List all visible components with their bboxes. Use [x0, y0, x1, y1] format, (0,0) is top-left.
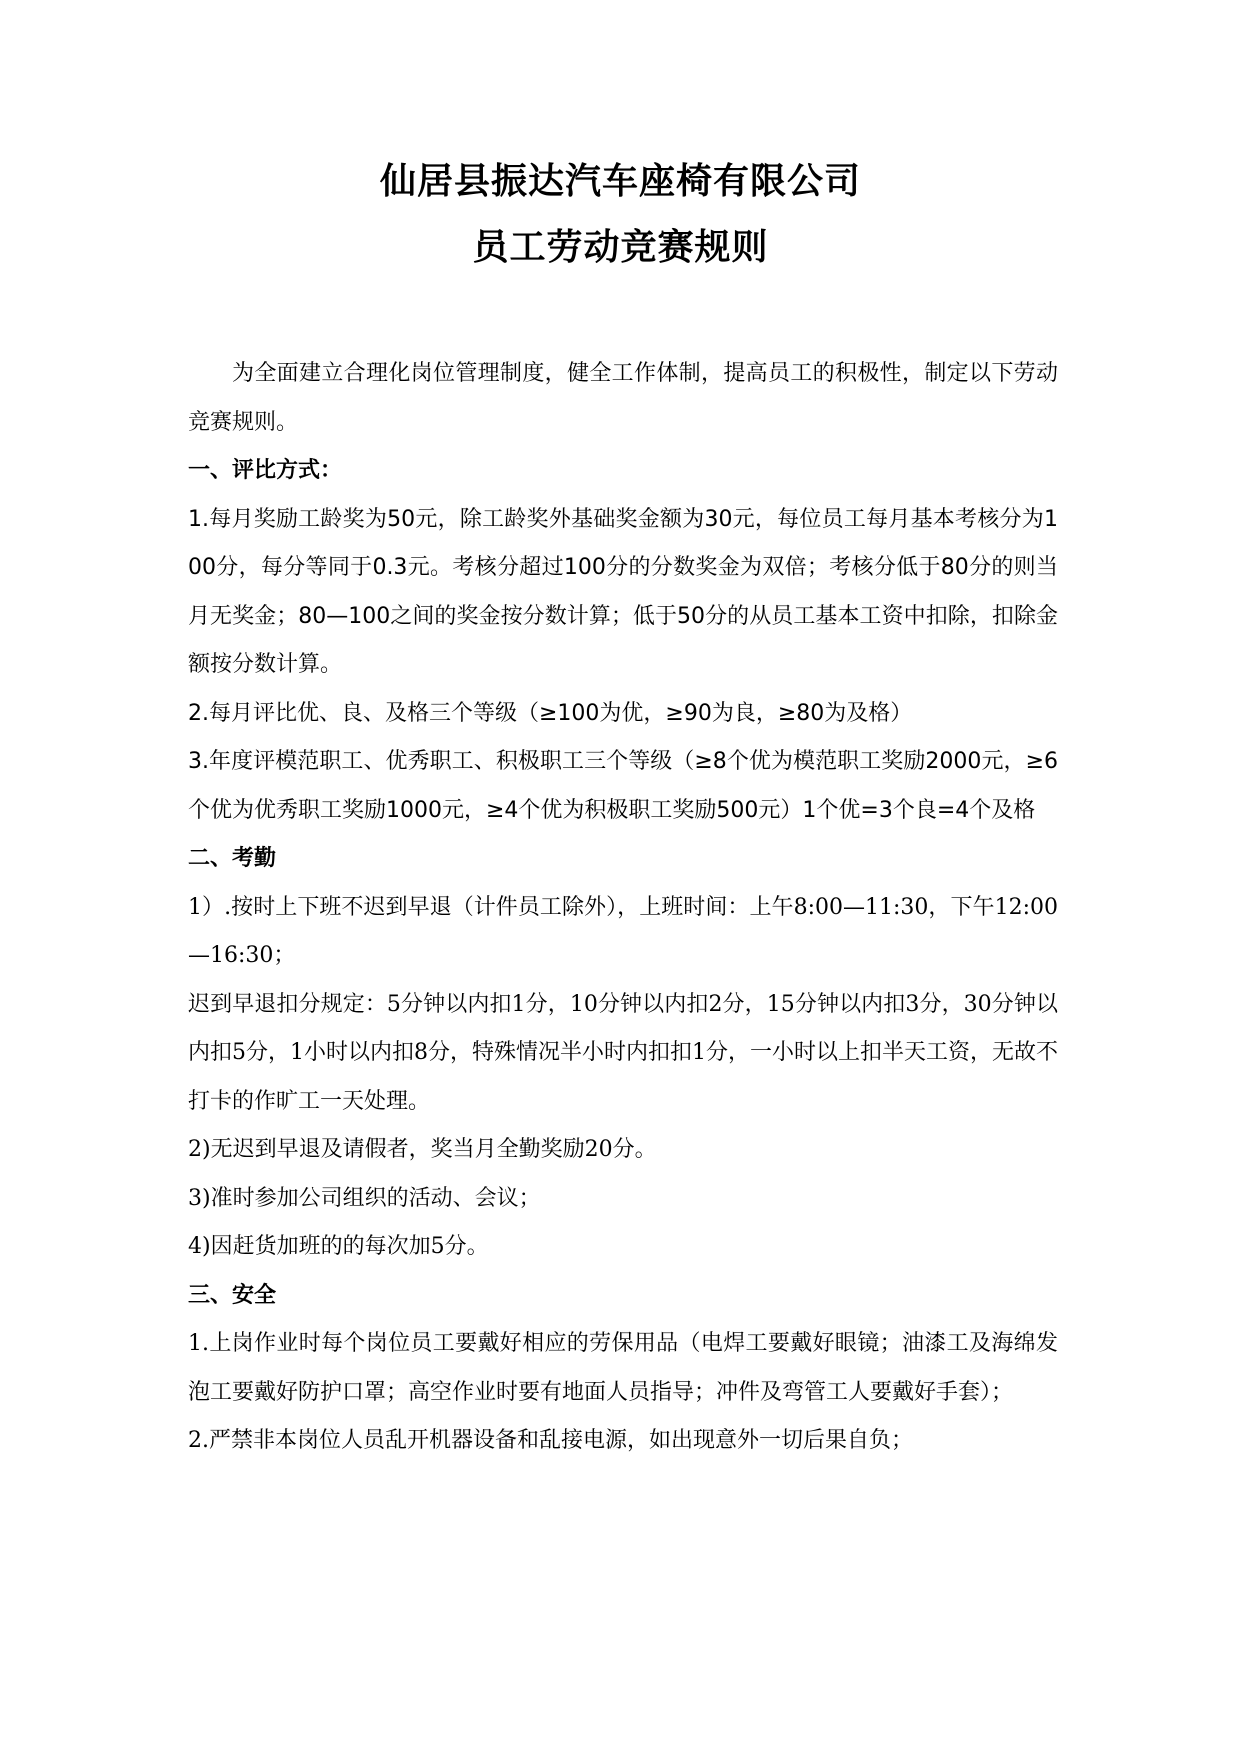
attendance-item-3: 3)准时参加公司组织的活动、会议；	[188, 1185, 541, 1211]
document-body	[188, 350, 1058, 1466]
attendance-item-2: 2)无迟到早退及请假者，奖当月全勤奖励20分。	[188, 1137, 657, 1162]
safety-item-1: 1.上岗作业时每个岗位员工要戴好相应的劳保用品（电焊工要戴好眼镜；油漆工及海绵发泡工要戴好防护口罩；高空作业时要有地面人员指导；冲件及弯管工人要戴好手套）；	[188, 1331, 1058, 1405]
document-title: 员工劳动竞赛规则	[472, 227, 769, 268]
safety-item-2: 2.严禁非本岗位人员乱开机器设备和乱接电源，如出现意外一切后果自负；	[188, 1428, 913, 1453]
section-heading-safety: 三、安全	[188, 1282, 277, 1308]
section-heading-evaluation: 一、评比方式：	[188, 458, 343, 483]
section-heading-attendance: 二、考勤	[188, 846, 277, 871]
evaluation-item-2: 2.每月评比优、良、及格三个等级（≥100为优，≥90为良，≥80为及格）	[188, 700, 913, 726]
attendance-item-4: 4)因赶货加班的的每次加5分。	[188, 1234, 489, 1259]
attendance-item-1-detail: 迟到早退扣分规定：5分钟以内扣1分，10分钟以内扣2分，15分钟以内扣3分，30分钟以内扣5分，1小时以内扣8分，特殊情况半小时内扣扣1分，一小时以上扣半天工资，无故不打卡的作旷工一天处理。	[188, 991, 1058, 1114]
intro-paragraph: 为全面建立合理化岗位管理制度，健全工作体制，提高员工的积极性，制定以下劳动竞赛规则。	[188, 361, 1058, 435]
evaluation-item-3: 3.年度评模范职工、优秀职工、积极职工三个等级（≥8个优为模范职工奖励2000元，≥6个优为优秀职工奖励1000元，≥4个优为积极职工奖励500元）1个优=3个良=4个及格	[188, 749, 1058, 823]
attendance-item-1: 1）.按时上下班不迟到早退（计件员工除外），上班时间：上午8:00—11:30，下午12:00—16:30；	[188, 894, 1058, 968]
company-title: 仙居县振达汽车座椅有限公司	[379, 161, 861, 202]
evaluation-item-1: 1.每月奖励工龄奖为50元，除工龄奖外基础奖金额为30元，每位员工每月基本考核分为100分，每分等同于0.3元。考核分超过100分的分数奖金为双倍；考核分低于80分的则当月无奖金；80—100之间的奖金按分数计算；低于50分的从员工基本工资中扣除，扣除金额按分数计算。	[188, 506, 1058, 677]
